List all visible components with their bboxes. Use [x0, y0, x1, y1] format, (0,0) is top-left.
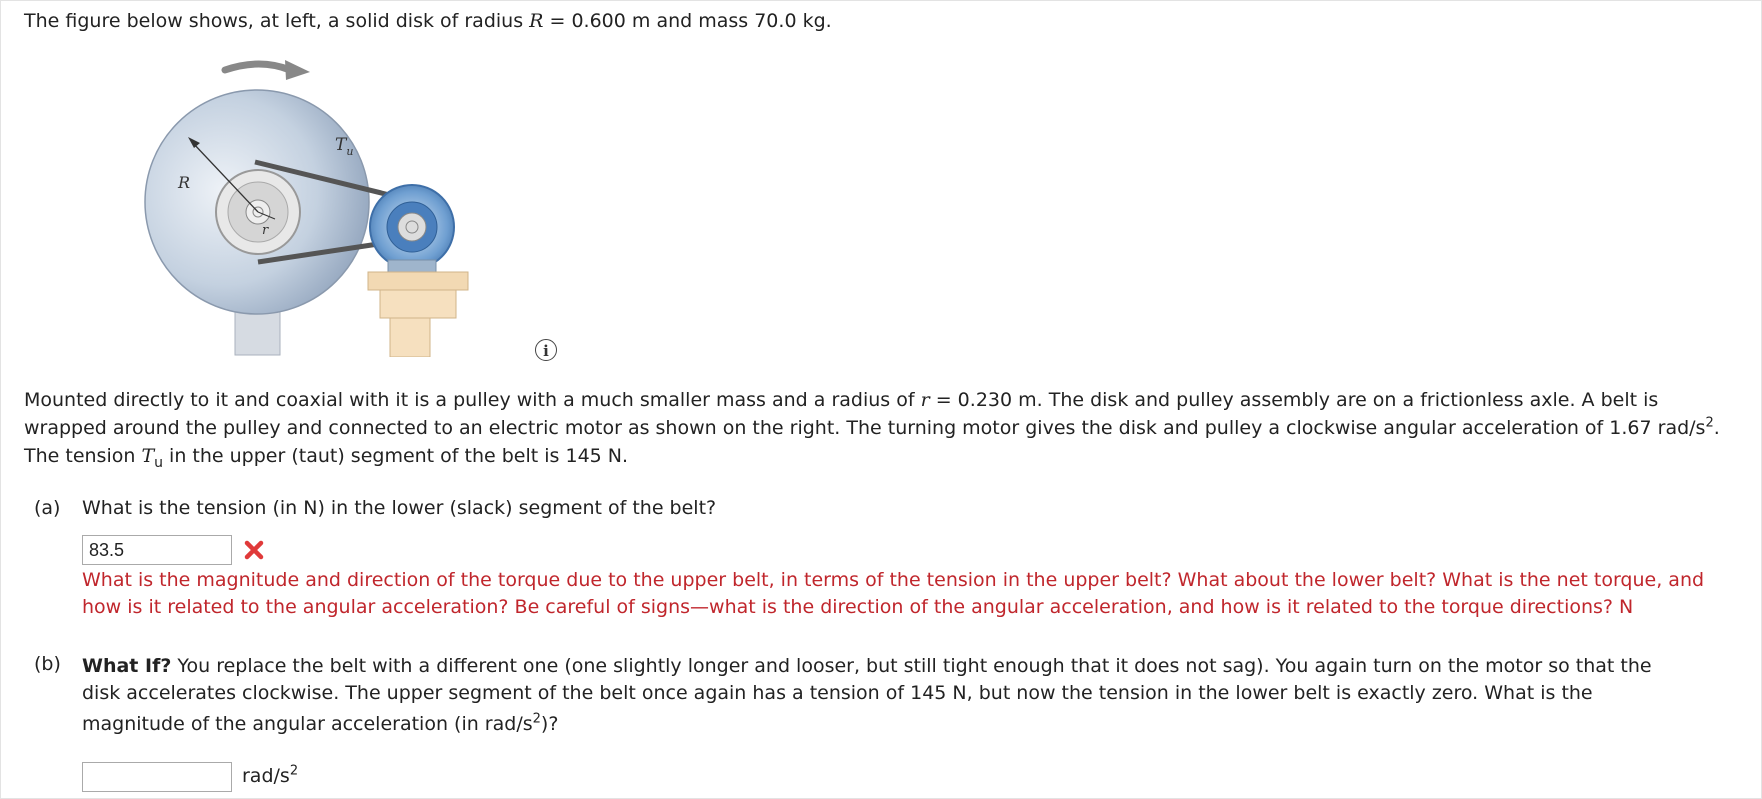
label-Tu: $T_u$: [335, 135, 354, 158]
info-icon[interactable]: i: [535, 339, 557, 361]
incorrect-x-icon: [242, 538, 266, 562]
intro-text: The figure below shows, at left, a solid disk of radius R = 0.600 m and mass 70.0 kg.: [24, 10, 832, 32]
part-a-text: What is the tension (in N) in the lower (slack) segment of the belt?: [82, 497, 717, 519]
rotation-arrow-head-icon: [285, 60, 310, 80]
label-r: r: [262, 223, 269, 238]
motor-stand-top: [368, 272, 468, 290]
disk-pulley-motor-figure: [140, 52, 580, 357]
label-R: R: [178, 173, 191, 192]
part-a-label: (a): [34, 497, 61, 519]
what-if-label: What If?: [82, 655, 172, 677]
part-b-label: (b): [34, 653, 61, 675]
problem-paragraph: Mounted directly to it and coaxial with it is a pulley with a much smaller mass and a radius of r = 0.230 m. The disk and pulley assembly are on a frictionless axle. A belt is wrapped around the pulley and connected to an electric motor as shown on the right. The turning motor gives the disk and pulley a clockwise angular acceleration of 1.67 rad/$s^2$. The tension $T_u$ in the upper (taut) segment of the belt is 145 N.: [24, 389, 1720, 471]
part-a-answer-input[interactable]: [82, 535, 232, 565]
motor-stand-leg: [380, 290, 456, 318]
part-b-answer-input[interactable]: [82, 762, 232, 792]
part-a-feedback-hint: What is the magnitude and direction of the torque due to the upper belt, in terms of the tension in the upper belt? What about the lower belt? What is the net torque, and how is it related to the angular acceleration? Be careful of signs—what is the direction of the angular acceleration, and how is it related to the torque directions? N: [82, 569, 1705, 618]
rotation-arrow-icon: [225, 64, 290, 70]
part-b-unit: rad/$s^2$: [242, 763, 299, 787]
